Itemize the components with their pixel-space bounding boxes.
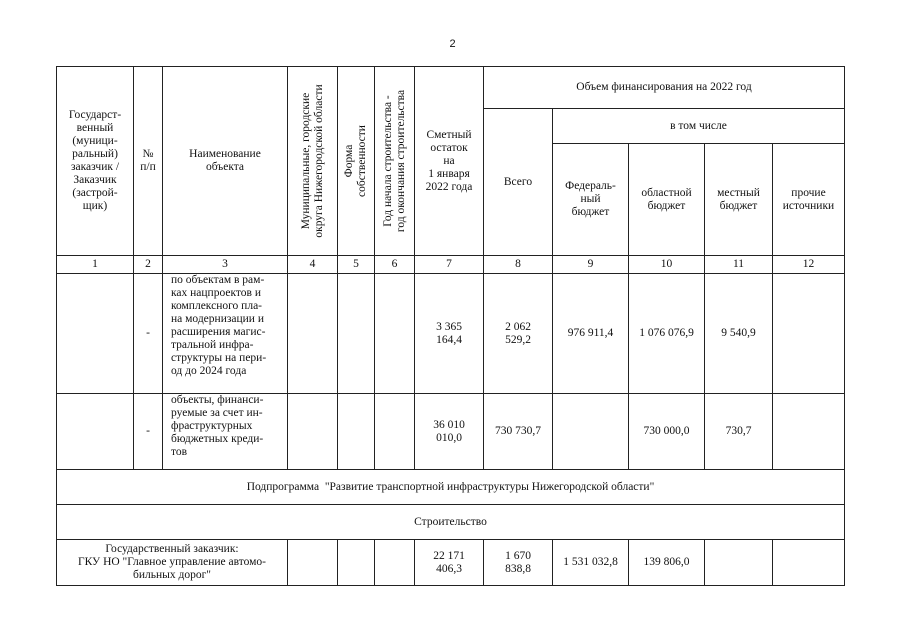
- cell-total: 730 730,7: [484, 394, 553, 470]
- col-number: 8: [484, 256, 553, 274]
- cell-local: [705, 540, 773, 586]
- cell-estimated: 3 365 164,4: [415, 274, 484, 394]
- cell-object-name: по объектам в рам- ках нацпроектов и комплексного пла- на модернизации и расширения магис- тральной инфра- структуры на пери- од до 2024 года: [163, 274, 288, 394]
- col-number: 5: [338, 256, 375, 274]
- cell-other: [773, 274, 845, 394]
- subprogram-title: Подпрограмма "Развитие транспортной инфраструктуры Нижегородской области": [57, 470, 845, 505]
- header-years-text: Год начала строительства - год окончания строительства: [381, 89, 407, 233]
- cell-municipality: [288, 394, 338, 470]
- cell-state-customer: Государственный заказчик: ГКУ НО "Главное управление автомо- бильных дорог": [57, 540, 288, 586]
- cell-num: -: [134, 394, 163, 470]
- cell-estimated: 22 171 406,3: [415, 540, 484, 586]
- header-object-name: Наименование объекта: [163, 67, 288, 256]
- cell-years: [375, 394, 415, 470]
- cell-ownership: [338, 540, 375, 586]
- col-number: 7: [415, 256, 484, 274]
- table-row: [57, 394, 845, 470]
- header-including: в том числе: [553, 109, 845, 144]
- col-number: 11: [705, 256, 773, 274]
- header-municipality: [288, 67, 338, 256]
- cell-federal: 976 911,4: [553, 274, 629, 394]
- cell-other: [773, 394, 845, 470]
- cell-municipality: [288, 540, 338, 586]
- header-federal: Федераль- ный бюджет: [553, 144, 629, 256]
- col-number: 1: [57, 256, 134, 274]
- column-numbers-row: [57, 256, 845, 274]
- col-number: 10: [629, 256, 705, 274]
- header-other: прочие источники: [773, 144, 845, 256]
- cell-years: [375, 540, 415, 586]
- cell-other: [773, 540, 845, 586]
- cell-estimated: 36 010 010,0: [415, 394, 484, 470]
- page-number: 2: [449, 38, 456, 50]
- cell-total: 1 670 838,8: [484, 540, 553, 586]
- cell-num: -: [134, 274, 163, 394]
- subprogram-row: [57, 470, 845, 505]
- cell-federal: [553, 394, 629, 470]
- col-number: 4: [288, 256, 338, 274]
- cell-regional: 730 000,0: [629, 394, 705, 470]
- header-ownership-text: Форма собственности: [343, 125, 368, 197]
- cell-customer: [57, 394, 134, 470]
- cell-local: 730,7: [705, 394, 773, 470]
- cell-years: [375, 274, 415, 394]
- col-number: 9: [553, 256, 629, 274]
- header-municipality-text: Муниципальные, городские округа Нижегородской области: [299, 84, 325, 238]
- cell-object-name: объекты, финанси- руемые за счет ин- фраструктурных бюджетных креди- тов: [163, 394, 288, 470]
- financing-table: [56, 66, 845, 586]
- header-years: [375, 67, 415, 256]
- table-row: [57, 274, 845, 394]
- cell-total: 2 062 529,2: [484, 274, 553, 394]
- cell-municipality: [288, 274, 338, 394]
- cell-federal: 1 531 032,8: [553, 540, 629, 586]
- cell-regional: 1 076 076,9: [629, 274, 705, 394]
- section-row: [57, 505, 845, 540]
- header-estimated: Сметный остаток на 1 января 2022 года: [415, 67, 484, 256]
- section-title: Строительство: [57, 505, 845, 540]
- col-number: 12: [773, 256, 845, 274]
- col-number: 2: [134, 256, 163, 274]
- table-row: [57, 540, 845, 586]
- cell-ownership: [338, 274, 375, 394]
- cell-customer: [57, 274, 134, 394]
- cell-local: 9 540,9: [705, 274, 773, 394]
- header-total: Всего: [484, 109, 553, 256]
- header-ownership: [338, 67, 375, 256]
- col-number: 3: [163, 256, 288, 274]
- cell-ownership: [338, 394, 375, 470]
- col-number: 6: [375, 256, 415, 274]
- header-customer: Государст- венный (муници- pальный) заказчик / Заказчик (застрой- щик): [57, 67, 134, 256]
- header-local: местный бюджет: [705, 144, 773, 256]
- header-financing: Объем финансирования на 2022 год: [484, 67, 845, 109]
- header-num: № п/п: [134, 67, 163, 256]
- cell-regional: 139 806,0: [629, 540, 705, 586]
- header-regional: областной бюджет: [629, 144, 705, 256]
